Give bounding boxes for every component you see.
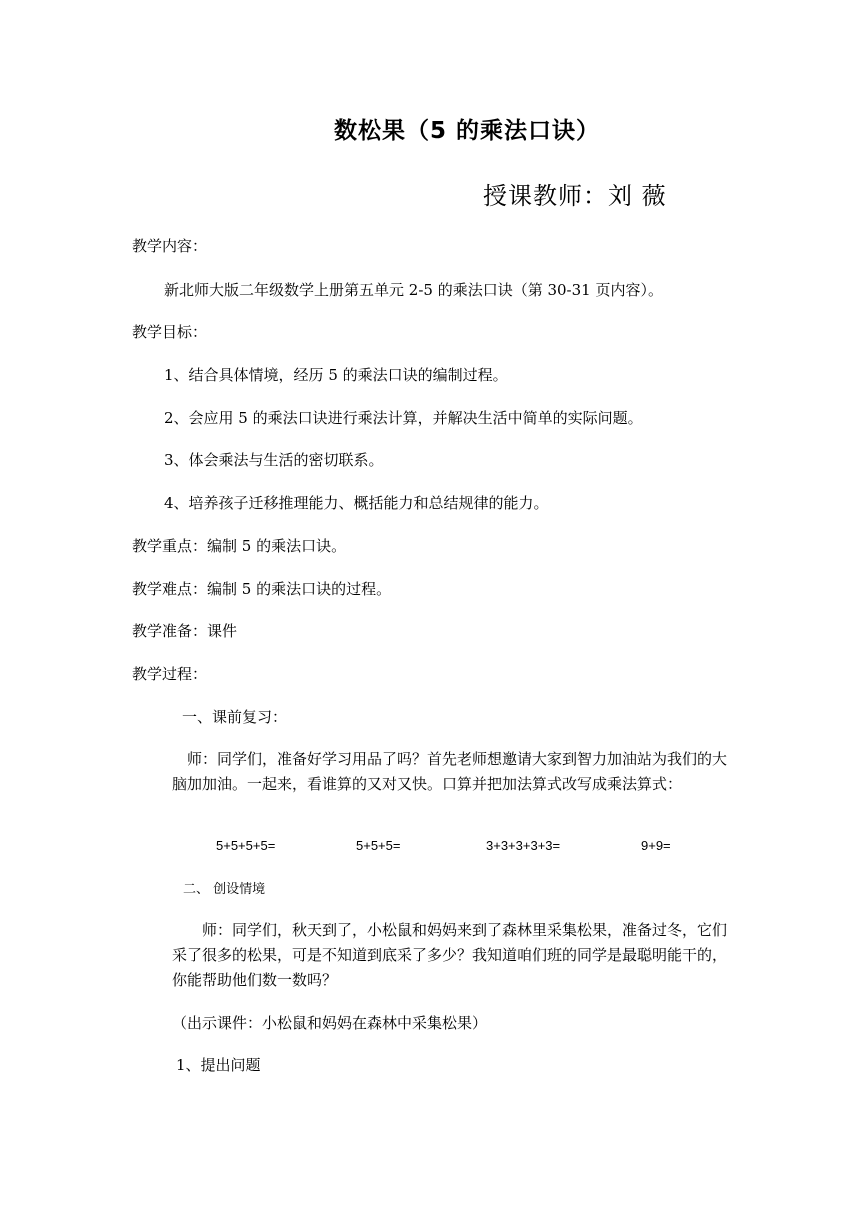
goals-heading: 教学目标： (132, 323, 208, 341)
process-heading: 教学过程： (132, 665, 208, 683)
goal-item-2: 2、会应用 5 的乘法口诀进行乘法计算，并解决生活中简单的实际问题。 (164, 409, 643, 427)
calc-item-2: 5+5+5= (356, 838, 401, 853)
review-text: 师：同学们，准备好学习用品了吗？首先老师想邀请大家到智力加油站为我们的大脑加加油。一起来，看谁算的又对又快。口算并把加法算式改写成乘法算式： (172, 750, 728, 793)
scene-heading: 二、 创设情境 (183, 882, 266, 897)
calc-item-3: 3+3+3+3+3= (486, 838, 561, 853)
question-heading: 1、提出问题 (176, 1056, 261, 1074)
calc-item-1: 5+5+5+5= (216, 838, 276, 853)
courseware-note: （出示课件：小松鼠和妈妈在森林中采集松果） (172, 1014, 488, 1032)
scene-text: 师：同学们，秋天到了，小松鼠和妈妈来到了森林里采集松果，准备过冬，它们采了很多的松果，可是不知道到底采了多少？我知道咱们班的同学是最聪明能干的，你能帮助他们数一数吗？ (172, 921, 728, 989)
key-point: 教学重点：编制 5 的乘法口诀。 (132, 537, 347, 555)
calc-item-4: 9+9= (641, 838, 671, 853)
difficulty: 教学难点：编制 5 的乘法口诀的过程。 (132, 580, 392, 598)
teacher-name: 授课教师：刘 薇 (483, 182, 667, 210)
document-title: 数松果（5 的乘法口诀） (333, 118, 600, 144)
content-text: 新北师大版二年级数学上册第五单元 2-5 的乘法口诀（第 30-31 页内容）。 (164, 281, 663, 299)
content-heading: 教学内容： (132, 237, 208, 255)
preparation: 教学准备：课件 (132, 622, 238, 640)
review-heading: 一、课前复习： (182, 708, 288, 726)
goal-item-4: 4、培养孩子迁移推理能力、概括能力和总结规律的能力。 (164, 494, 549, 512)
goal-item-1: 1、结合具体情境，经历 5 的乘法口诀的编制过程。 (164, 366, 508, 384)
goal-item-3: 3、体会乘法与生活的密切联系。 (164, 451, 384, 469)
